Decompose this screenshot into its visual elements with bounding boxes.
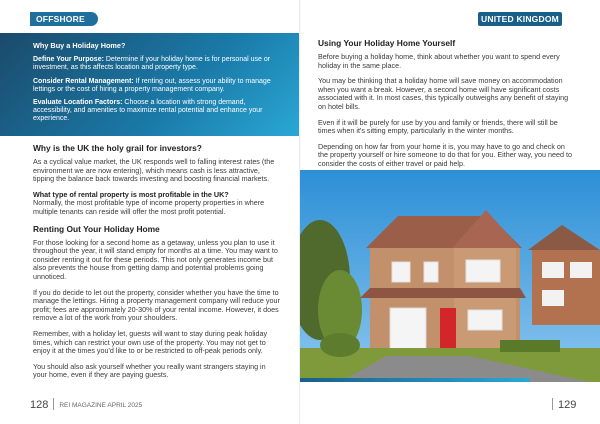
infobox-item: Define Your Purpose: Determine if your holiday home is for personal use or investment, as this affects location and property type. <box>33 56 271 72</box>
infobox-heading: Why Buy a Holiday Home? <box>33 41 126 50</box>
infobox-item: Consider Rental Management: If renting out, assess your ability to manage lettings or the cost of hiring a property management company. <box>33 77 271 93</box>
right-article-column <box>318 38 572 176</box>
paragraph: You may be thinking that a holiday home will save money on accommodation when you want a break. However, a second home will have significant costs associated with it. In most cases, this typically outweighs any benefit of staying on hotel bills. <box>318 76 569 111</box>
magazine-name: REI MAGAZINE APRIL 2025 <box>59 402 143 409</box>
answer-text: Normally, the most profitable type of income property properties in where multiple tenants can reside will offer the most profit potential. <box>33 198 265 216</box>
left-article-column <box>33 143 280 387</box>
page-number: 129 <box>558 399 577 411</box>
paragraph: You should also ask yourself whether you really want strangers staying in your home, even if they are paying guests. <box>33 361 266 380</box>
why-buy-infobox <box>0 33 300 136</box>
section-tag-united-kingdom: UNITED KINGDOM <box>478 12 562 26</box>
paragraph: Remember, with a holiday let, guests will want to stay during peak holiday times, which can restrict your own use of the property. You may not get to enjoy it at the times you'd like to or be restricted to off-peak periods only. <box>33 328 268 356</box>
right-footer <box>552 398 576 411</box>
paragraph: If you do decide to let out the property, consider whether you have the time to manage the lettings. Hiring a property management company will reduce your profit; fees are approximately 20-30% of your rental income. However, it does remove a lot of the work from your shoulders. <box>33 287 280 323</box>
infobox-item: Evaluate Location Factors: Choose a location with strong demand, accessibility, and amenities to maximize rental potential and enhance your experience. <box>33 99 263 123</box>
section-tag-offshore: OFFSHORE <box>30 12 98 26</box>
page-number: 128 <box>30 399 49 411</box>
paragraph: As a cyclical value market, the UK responds well to falling interest rates (the environment we are now entering), which means cash is less attractive, tipping the balance back towards investing and boosting financial markets. <box>33 157 275 184</box>
left-footer <box>30 398 142 411</box>
section-heading: Renting Out Your Holiday Home <box>33 223 160 234</box>
house-photo <box>300 170 600 382</box>
section-heading: Why is the UK the holy grail for investors? <box>33 143 202 153</box>
paragraph: Before buying a holiday home, think about whether you want to spend every holiday in the same place. <box>318 52 560 70</box>
paragraph: Even if it will be purely for use by you and family or friends, there will still be times when it's sitting empty, particularly in the winter months. <box>318 117 558 136</box>
paragraph: Depending on how far from your home it is, you may have to go and check on the property yourself or hire someone to do that for you. Either way, you need to consider the costs of either travel or paid help. <box>318 141 572 168</box>
paragraph: For those looking for a second home as a getaway, unless you plan to use it throughout the year, it will stand empty for months at a time. You may want to consider renting it out for these periods. This not only generates income but also prevents the house from getting damp and potential problems going unnoticed. <box>33 237 278 281</box>
section-heading: Using Your Holiday Home Yourself <box>318 38 456 48</box>
question-text: What type of rental property is most profitable in the UK? <box>33 189 229 199</box>
